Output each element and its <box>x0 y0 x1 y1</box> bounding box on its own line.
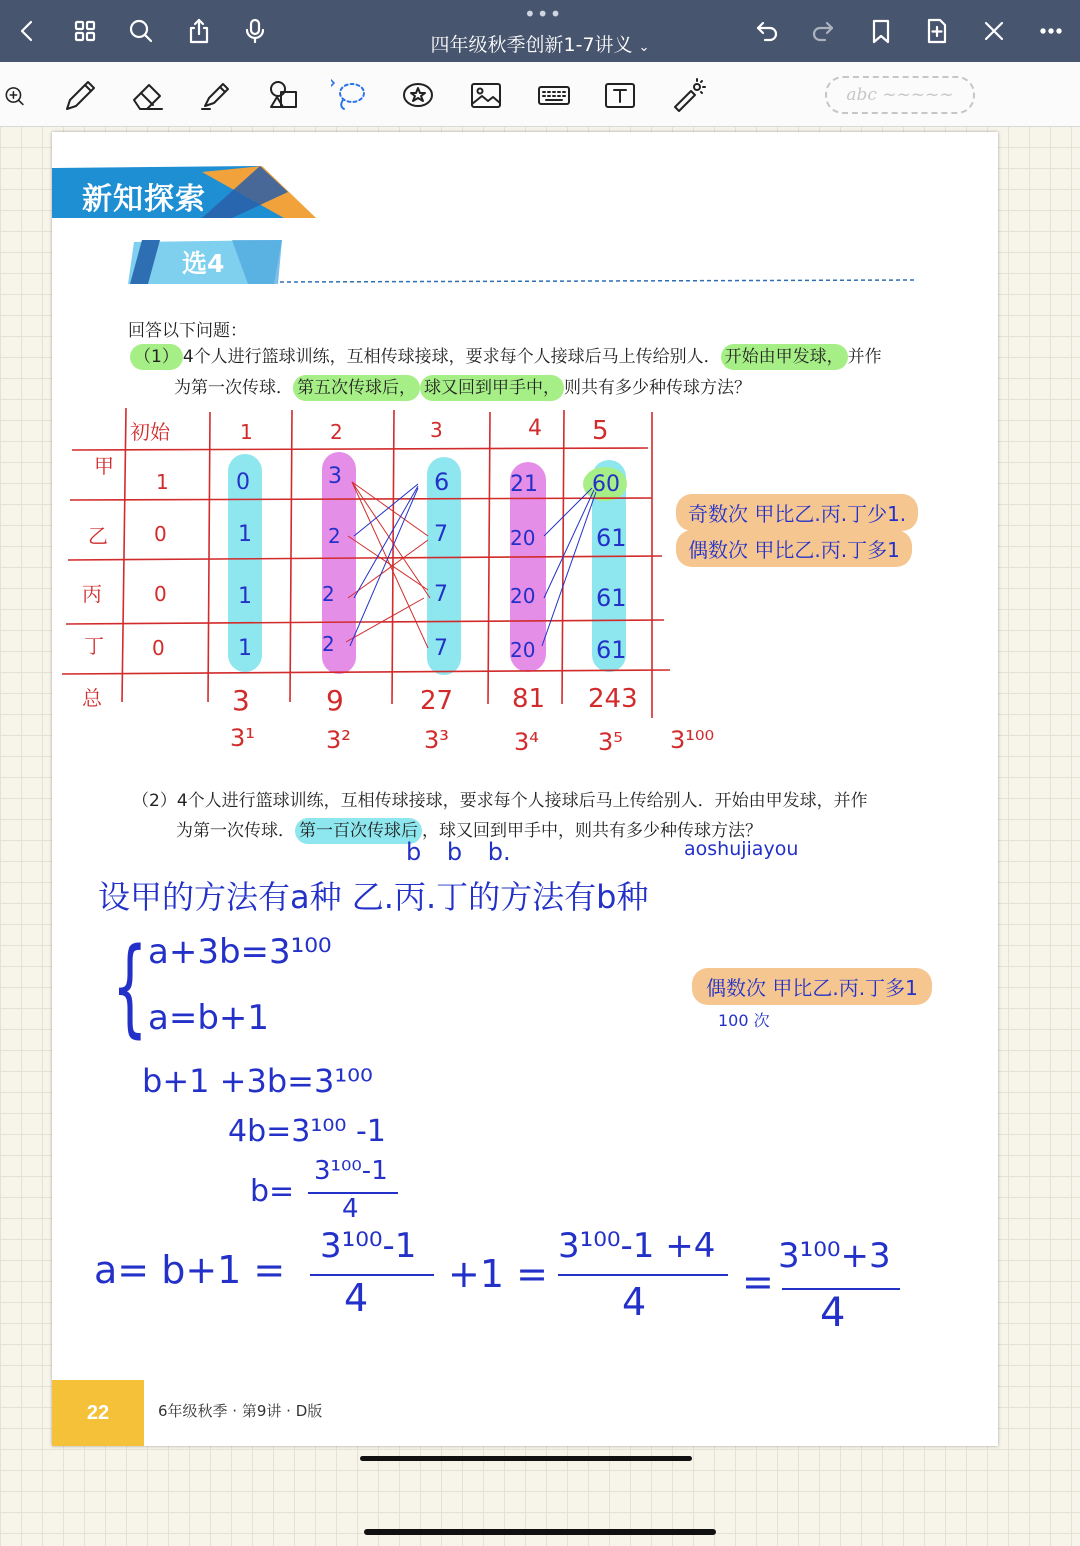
table-header-2: 2 <box>330 420 343 444</box>
question-2-number: （2） <box>132 791 177 811</box>
final-fraction-1-denominator: 4 <box>344 1276 369 1320</box>
document-page[interactable] <box>52 132 998 1446</box>
add-page-icon[interactable] <box>918 12 956 50</box>
highlight-fifth-pass: 第五次传球后， <box>293 375 420 401</box>
question-1-text-d: 则共有多少种传球方法？ <box>564 378 751 398</box>
total-cell: 9 <box>326 684 344 717</box>
note-odd: 奇数次 甲比乙.丙.丁少1. <box>676 494 918 531</box>
step-2: 4b=3¹⁰⁰ -1 <box>228 1114 386 1149</box>
cell: 60 <box>592 472 620 497</box>
step-3-denominator: 4 <box>342 1194 359 1224</box>
final-fraction-3-denominator: 4 <box>820 1290 846 1336</box>
text-style-preset[interactable] <box>825 76 975 114</box>
shapes-icon[interactable] <box>262 74 306 116</box>
section-title: 新知探索 <box>82 182 206 217</box>
cell: 2 <box>322 582 335 606</box>
sticker-icon[interactable] <box>396 74 440 116</box>
row-label: 乙 <box>88 524 108 548</box>
red-transfer-lines <box>346 482 430 648</box>
mic-icon[interactable] <box>236 12 274 50</box>
note-hundred: 100 次 <box>718 1011 770 1030</box>
final-equals: = <box>742 1260 774 1304</box>
cell: 61 <box>596 636 627 664</box>
power-cell: 3¹ <box>230 724 255 752</box>
cell: 1 <box>238 522 252 547</box>
question-1-line-2 <box>174 373 751 398</box>
final-fraction-1-numerator: 3¹⁰⁰-1 <box>320 1226 417 1266</box>
brace-symbol: { <box>112 926 148 1050</box>
share-icon[interactable] <box>180 12 218 50</box>
row-label: 总 <box>82 686 102 710</box>
final-fraction-2-numerator: 3¹⁰⁰-1 +4 <box>558 1226 716 1266</box>
page-scroll-indicator[interactable] <box>360 1456 692 1461</box>
table-grid-lines <box>62 408 670 718</box>
table-header-4: 4 <box>528 416 542 441</box>
sub-title: 选4 <box>182 249 225 278</box>
top-navigation-bar <box>0 0 1080 62</box>
step-3-lhs: b= <box>250 1174 295 1209</box>
cell: 1 <box>238 584 252 609</box>
cell: 1 <box>156 470 169 494</box>
question-2-text-a: 4个人进行篮球训练，互相传球接球，要求每个人接球后马上传给别人．开始由甲发球，并作 <box>176 791 868 811</box>
total-cell: 243 <box>588 684 638 714</box>
question-2-text-b: 为第一次传球． <box>176 821 295 841</box>
equation-2: a=b+1 <box>148 998 270 1038</box>
intro-text: 回答以下问题： <box>128 321 247 341</box>
cell: 2 <box>322 632 335 656</box>
question-1-number: （1） <box>130 344 183 370</box>
cell: 61 <box>596 524 627 552</box>
total-cell: 81 <box>512 684 546 714</box>
eraser-icon[interactable] <box>126 74 170 116</box>
lasso-icon[interactable] <box>328 74 372 116</box>
close-icon[interactable] <box>975 12 1013 50</box>
image-icon[interactable] <box>464 74 508 116</box>
keyboard-icon[interactable] <box>532 74 576 116</box>
cell: 61 <box>596 584 627 612</box>
cell: 6 <box>434 468 450 496</box>
power-cell: 3¹⁰⁰ <box>670 726 715 754</box>
cell: 0 <box>154 522 167 546</box>
cell: 0 <box>154 582 167 606</box>
highlight-back-to-jia: 球又回到甲手中， <box>420 375 564 401</box>
table-header-5: 5 <box>592 416 609 446</box>
undo-icon[interactable] <box>748 12 786 50</box>
final-lhs: a= b+1 = <box>94 1248 286 1292</box>
lasso-zoom-icon[interactable] <box>0 74 30 116</box>
row-label: 丁 <box>84 634 104 658</box>
final-plus-one: +1 = <box>448 1252 548 1296</box>
cell: 1 <box>238 636 252 661</box>
cell: 21 <box>510 472 538 497</box>
text-icon[interactable] <box>598 74 642 116</box>
page-number-badge <box>52 1380 144 1446</box>
step-3-numerator: 3¹⁰⁰-1 <box>314 1156 388 1186</box>
note-even: 偶数次 甲比乙.丙.丁多1 <box>676 530 912 567</box>
cell: 20 <box>510 584 536 608</box>
cell: 7 <box>434 582 448 607</box>
cell: 7 <box>434 522 448 547</box>
drag-handle-dots[interactable]: ••• <box>524 2 563 26</box>
text-style-placeholder: abc ~~~~~ <box>846 85 954 105</box>
cell: 7 <box>434 636 448 661</box>
power-cell: 3² <box>326 726 351 754</box>
document-title[interactable] <box>380 30 700 57</box>
cell: 3 <box>328 464 342 489</box>
watermark-text: aoshujiayou <box>684 838 799 860</box>
redo-icon[interactable] <box>804 12 842 50</box>
chevron-down-icon: ⌄ <box>638 40 650 55</box>
bookmark-icon[interactable] <box>862 12 900 50</box>
final-fraction-2-denominator: 4 <box>622 1280 647 1324</box>
question-1-text-a: 4个人进行篮球训练，互相传球接球，要求每个人接球后马上传给别人． <box>182 347 721 367</box>
row-label: 甲 <box>94 454 114 478</box>
power-cell: 3⁵ <box>598 728 623 756</box>
power-cell: 3⁴ <box>514 728 539 756</box>
highlighter-icon[interactable] <box>194 74 238 116</box>
equation-1: a+3b=3¹⁰⁰ <box>148 932 332 972</box>
row-label: 丙 <box>82 582 102 606</box>
total-cell: 3 <box>232 684 250 717</box>
question-1-text-b: 并作 <box>847 347 882 367</box>
cell: 20 <box>510 638 536 662</box>
handwritten-bbb: b b b. <box>406 838 511 866</box>
more-icon[interactable] <box>1032 12 1070 50</box>
document-title-text: 四年级秋季创新1-7讲义 <box>430 34 633 56</box>
question-2-line-1 <box>132 786 868 811</box>
solution-let: 设甲的方法有a种 乙.丙.丁的方法有b种 <box>98 878 649 916</box>
final-fraction-1-bar <box>310 1274 434 1276</box>
home-indicator[interactable] <box>364 1529 716 1535</box>
back-icon[interactable] <box>8 12 46 50</box>
page-number: 22 <box>86 1401 110 1424</box>
table-header-initial: 初始 <box>130 420 170 444</box>
power-cell: 3³ <box>424 726 449 754</box>
highlight-start-from-jia: 开始由甲发球， <box>721 344 848 370</box>
question-2-text-c: ，球又回到甲手中，则共有多少种传球方法？ <box>422 821 762 841</box>
question-1-line-1 <box>130 342 882 367</box>
cell: 0 <box>236 470 250 495</box>
pen-icon[interactable] <box>58 74 102 116</box>
step-1: b+1 +3b=3¹⁰⁰ <box>142 1062 373 1100</box>
question-1-text-c: 为第一次传球． <box>174 378 293 398</box>
table-header-1: 1 <box>240 420 253 444</box>
final-fraction-2-bar <box>558 1274 728 1276</box>
table-header-3: 3 <box>430 418 443 442</box>
search-icon[interactable] <box>122 12 160 50</box>
highlight-hundredth-pass: 第一百次传球后 <box>295 818 422 844</box>
note-even-2: 偶数次 甲比乙.丙.丁多1 <box>692 968 932 1005</box>
cell: 20 <box>510 526 536 550</box>
grid-icon[interactable] <box>66 12 104 50</box>
laser-icon[interactable] <box>666 74 710 116</box>
cell: 0 <box>152 636 165 660</box>
cell: 2 <box>328 524 341 548</box>
total-cell: 27 <box>420 686 454 716</box>
final-fraction-3-numerator: 3¹⁰⁰+3 <box>778 1236 891 1276</box>
footer-label: 6年级秋季 · 第9讲 · D版 <box>158 1402 323 1420</box>
drawing-toolbar <box>0 62 1080 127</box>
